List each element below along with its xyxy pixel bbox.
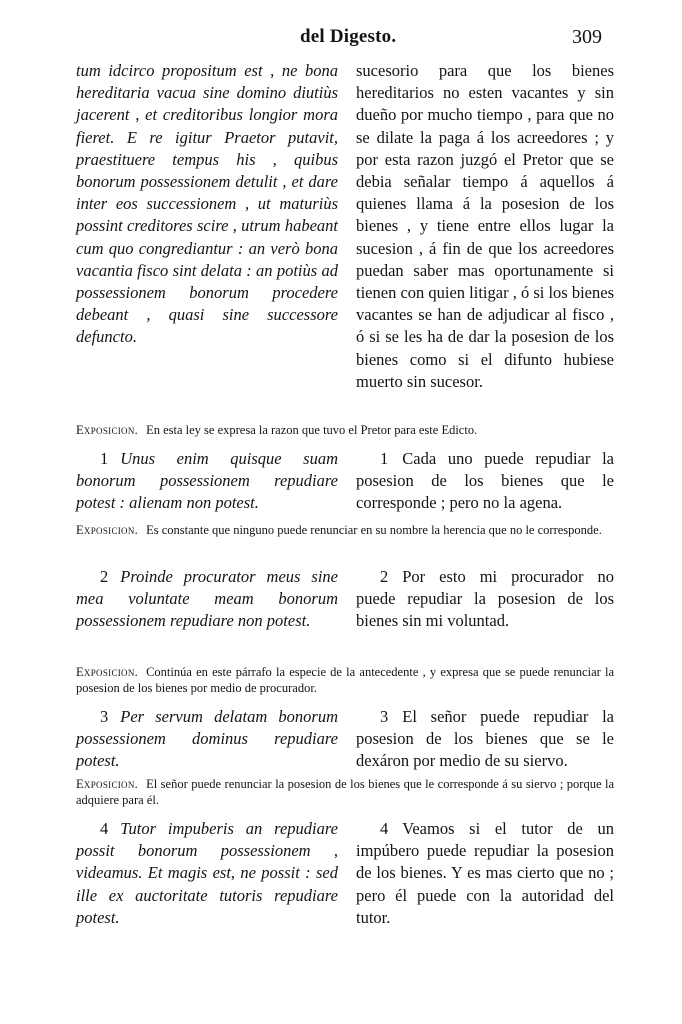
latin-text: 2 Proinde procurator meus sine mea voluntate meam bonorum possessionem repudiare non potest.: [76, 567, 338, 631]
spanish-text: 3 El señor puede repudiar la posesion de los bienes que se le dexáron por medio de su siervo.: [356, 707, 614, 771]
paragraph-number: 1: [100, 449, 109, 468]
spanish-text: sucesorio para que los bienes hereditarios no esten vacantes y sin dueño por mucho tiempo , para que no se dilate la paga á los acreedores ; y por esta razon juzgó el Pretor que se debia señalar tiempo á aquellos á quienes llama á la posesion de los bienes , y tiene entre ellos lugar la sucesion , á fin de que los acreedores puedan saber mas oportunamente si tienen con quien litigar , ó si los bienes vacantes se han de adjudicar al fisco , ó si se les ha de dar la posesion de los bienes como si el difunto hubiese muerto sin sucesor.: [356, 61, 614, 391]
latin-text: tum idcirco propositum est , ne bona hereditaria vacua sine domino diutiùs jacerent , et creditoribus longior mora fieret. E re igitur Praetor putavit, praestituere tempus his , quibus bonorum possessionem detulit , et dare inter eos successionem , ut maturiùs possint creditores scire , utrum habeant cum quo congrediantur : an verò bona vacantia fisco sint delata : an potiùs ad possessionem bonorum procedere debeant , quasi sine successore defuncto.: [76, 61, 338, 347]
paragraph-number: 4: [100, 819, 109, 838]
section-4: [76, 818, 614, 929]
parallel-columns: [76, 706, 614, 773]
paragraph-number: 3: [380, 707, 389, 726]
exposition-note: Exposicion. Continúa en este párrafo la especie de la antecedente , y expresa que se puede renunciar la posesion de los bienes por medio de procurador.: [76, 665, 614, 695]
paragraph-number: 4: [380, 819, 389, 838]
parallel-columns: [76, 818, 614, 929]
exposition-note: Exposicion. Es constante que ninguno puede renunciar en su nombre la herencia que no le corresponde.: [76, 523, 602, 537]
exposition-label: Exposicion.: [76, 777, 139, 791]
section-continuation: [76, 60, 614, 393]
spanish-text: 4 Veamos si el tutor de un impúbero puede repudiar la posesion de los bienes. Y es mas cierto que no ; pero él puede con la autoridad del tutor.: [356, 819, 614, 927]
page-number: 309: [572, 26, 602, 48]
latin-text: 4 Tutor impuberis an repudiare possit bonorum possessionem , videamus. Et magis est, ne possit : sed ille ex auctoritate tutoris repudiare potest.: [76, 819, 338, 927]
parallel-columns: [76, 566, 614, 633]
exposition-label: Exposicion.: [76, 523, 139, 537]
latin-text: 1 Unus enim quisque suam bonorum possessionem repudiare potest : alienam non potest.: [76, 449, 338, 513]
spanish-text: 2 Por esto mi procurador no puede repudiar la posesion de los bienes sin mi voluntad.: [356, 567, 614, 631]
spanish-text: 1 Cada uno puede repudiar la posesion de los bienes que le corresponde ; pero no la agena.: [356, 449, 614, 513]
exposition-note: Exposicion. El señor puede renunciar la posesion de los bienes que le corresponde á su siervo ; porque la adquiere para él.: [76, 777, 614, 807]
paragraph-number: 2: [380, 567, 389, 586]
exposition-label: Exposicion.: [76, 665, 139, 679]
exposition-label: Exposicion.: [76, 423, 139, 437]
paragraph-number: 3: [100, 707, 109, 726]
latin-text: 3 Per servum delatam bonorum possessionem dominus repudiare potest.: [76, 707, 338, 771]
exposition-note: Exposicion. En esta ley se expresa la razon que tuvo el Pretor para este Edicto.: [76, 423, 478, 437]
section-2: [76, 566, 614, 633]
parallel-columns: [76, 60, 614, 393]
section-1: [76, 448, 614, 515]
running-title: del Digesto.: [300, 26, 397, 47]
section-3: [76, 706, 614, 773]
paragraph-number: 2: [100, 567, 109, 586]
parallel-columns: [76, 448, 614, 515]
paragraph-number: 1: [380, 449, 389, 468]
